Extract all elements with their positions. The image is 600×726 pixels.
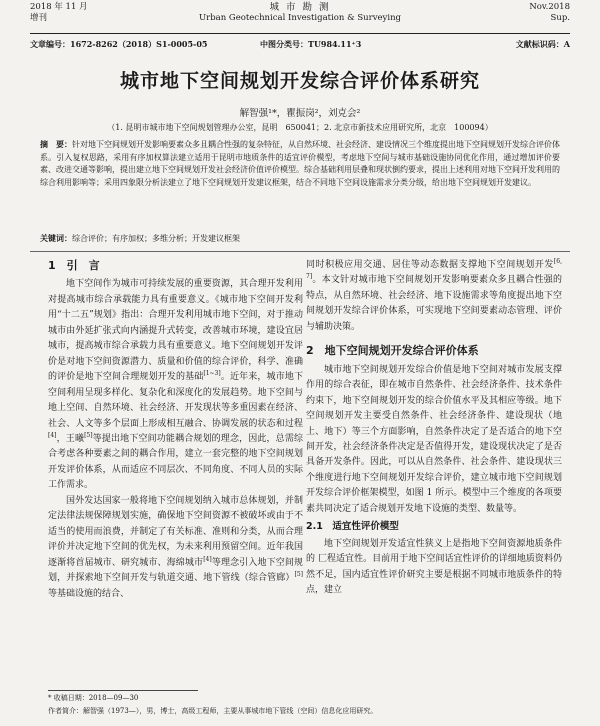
text-run: 等理念引入地下空间规划，并探索地下空间开发与轨道交通、地下管线（综合管廊）	[48, 557, 303, 584]
clc-number: 中图分类号：TU984.11⁺3	[260, 39, 362, 49]
intro-continuation	[306, 258, 562, 335]
abstract-text: 针对地下空间规划开发影响要素众多且耦合性强的复杂特征，从自然环境、社会经济、建设情况三个维度提出地下空间规划开发综合评价体系。引入复权思路，采用有序加权算法建立适用于昆明市地质条件的适宜评价模型，考虑地下空间与城市基础设施协同优化作用，通过增加评价要素、改进交通等影响，提出建立地下空间规划开发社会经济价值评价模型。综合基础利用层叠和现状倒约要求，提出上述利用对地下空间开发利用的综合利用影响等；采用四象限分析法建立了地下空间规划开发建议框架，结合不同地下空间设施需求分类分级，给出地下空间规划开发建议。	[40, 140, 560, 187]
header-issue: 增刊	[30, 13, 48, 23]
header-issue-en: Sup.	[550, 13, 570, 23]
section-2-1-paragraph: 地下空间规划开发适宜性狭义上是指地下空间资源地质条件的 匚程适宜性。目前用于地下空间话宜性评价的详细地质资料仍然不足，国内适宜性评价研究主要是根据不同城市地质条件的特点，建立	[306, 538, 562, 596]
footnote-received: * 收稿日期：2018—09—30	[48, 694, 139, 702]
abstract-label: 摘 要：	[40, 139, 72, 149]
text-run: 。本文针对城市地下空间规划开发影响要素众多且耦合性强的特点，从自然环境、社会经济、地下设施需求等角度提出地下空间规划开发综合评价体系，可实现地下空间要素动态管理、评价与辅助决策。	[306, 275, 562, 332]
right-column	[306, 258, 562, 599]
keywords-text: 综合评价；有序加权；多维分析；开发建议框架	[72, 234, 240, 243]
citation: [4]	[203, 555, 212, 563]
running-header	[30, 2, 570, 32]
section-heading-intro: 1 引 言	[48, 259, 100, 272]
header-date: 2018 年 11 月	[30, 2, 88, 12]
text-run: 等基础设施的结合、	[48, 588, 130, 599]
author-affiliation: （1. 昆明市城市地下空间规划管理办公室，昆明 650041；2. 北京市新技术应用研究所，北京 100094）	[107, 123, 493, 132]
text-run: ，王曦	[56, 433, 85, 444]
keywords-label: 关键词：	[40, 233, 72, 243]
citation: [5]	[84, 431, 93, 439]
paper-authors: 解智强¹*，瞿振岗²，刘克会²	[239, 108, 361, 119]
keywords	[40, 233, 560, 244]
abstract	[40, 138, 560, 189]
paper-title: 城市地下空间规划开发综合评价体系研究	[119, 70, 480, 92]
text-run: 等提出地下空间功能耦合规划的理念，因此，总需综合考虑各种要素之间的耦合作用，建立一套完整的地下空间规划开发评价体系，从而适应不同层次、不同角度、不同人员的实际工作需求。	[48, 433, 303, 491]
document-code: 文献标识码：A	[515, 39, 570, 49]
header-rule	[30, 33, 570, 34]
text-run: 地下空间作为城市可持续发展的重要资源，其合理开发利用对提高城市综合承载能力具有重要意义。《城市地下空间开发利用“十二五”规划》指出：合理开发利用城市地下空间，对于推动城市由外延扩张式向内涵提升式转变，改善城市环境，建设宜居城市，提高城市综合承载力具有重要意义。地下空间规划开发评价是对地下空间资源潜力、质量和价值的综合评价，科学、准确的评价是地下空间合理规划开发的基础	[48, 279, 303, 383]
subsection-heading-2-1: 2.1 适宜性评价模型	[306, 521, 399, 533]
abstract-rule	[30, 251, 570, 252]
text-run: 。近年来，城市地下空间利用呈现多样化、复杂化和深度化的发展趋势。地下空间与地上空间、自然环境、社会经济、开发现状等多重因素在经济、社会、人文等多个层面上形成相互融合、协调发展的状态和过程	[48, 372, 303, 429]
section-heading-2: 2 地下空间规划开发综合评价体系	[306, 344, 479, 358]
article-number: 文章编号：1672-8262（2018）S1-0005-05	[30, 39, 208, 49]
header-right	[529, 2, 570, 24]
intro-paragraph-1	[48, 277, 303, 493]
citation: [4]	[48, 431, 57, 439]
article-meta	[30, 38, 570, 50]
header-center	[30, 2, 570, 24]
text-run: 同时积极应用交通、居住等动态数据支撑地下空间规划开发	[306, 260, 554, 270]
footnote-author: 作者简介：解智强（1973—），男，博士，高级工程师，主要从事城市地下管线（空间）信息化应用研究。	[48, 707, 378, 715]
citation: [5]	[294, 571, 303, 579]
journal-name-cn: 城 市 勘 测	[269, 2, 331, 13]
citation: [6, 7]	[306, 258, 562, 281]
footnote-rule	[48, 690, 198, 691]
header-date-en: Nov.2018	[529, 2, 570, 12]
intro-paragraph-2	[48, 494, 303, 602]
left-column	[48, 258, 303, 602]
text-run: 国外发达国家一般将地下空间规划纳入城市总体规划，并制定法律法规保障规划实施，确保地下空间资源不被破坏或由于不适当的使用而浪费，并制定了有关标准、准则和分类，从而合理评价并决定地下空间的优先权，为未来利用预留空间。近年我国逐渐将首届城市、研究城市、海绵城市	[48, 495, 303, 568]
section-2-paragraph: 城市地下空间规划开发综合价值是地下空间对城市发展支撑作用的综合表征，即在城市自然条件、社会经济条件、技术条件约束下，地下空间规划开发的综合价值水平及其相应等级。地下空间规划开发主要受自然条件、社会经济条件、建设现状（地上、地下）等三个方面影响，自然条件决定了是否适合的地下空间开发，社会经济条件决定是否值得开发，建设现状决定了是否具备开发条件。因此，可以从自然条件、社会条件、建设现状三个维度进行地下空间规划开发综合评价，建立城市地下空间规划开发综合评价框架模型，如图 1 所示。模型中三个维度的各项要素共同决定了适合规划开发地下设施的类型、数量等。	[306, 364, 562, 514]
journal-name-en: Urban Geotechnical Investigation & Surveying	[199, 13, 401, 23]
citation: [1~3]	[203, 370, 221, 378]
